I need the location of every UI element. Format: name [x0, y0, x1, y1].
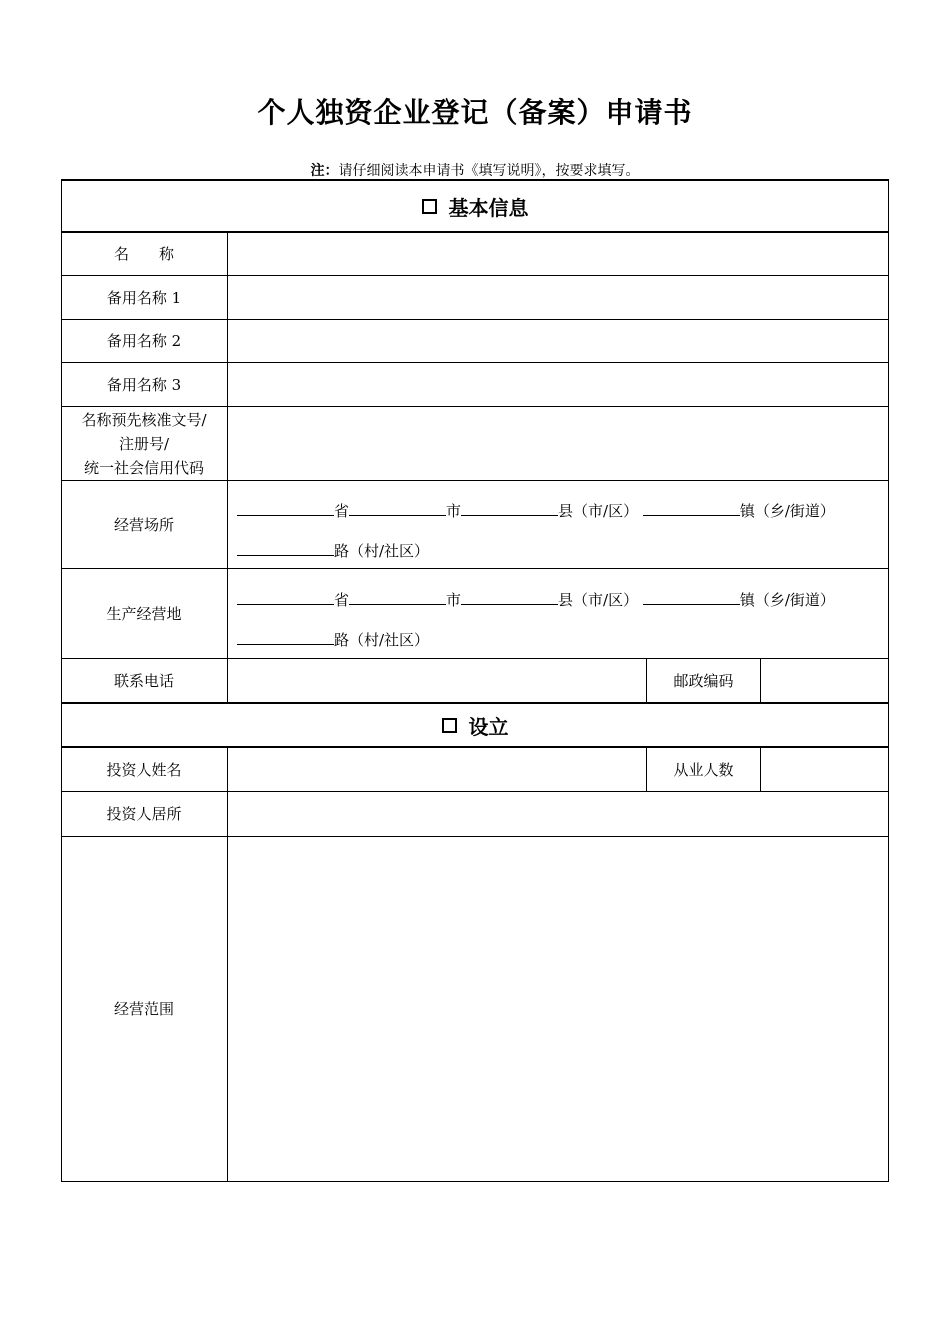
- province-label: 省: [334, 502, 350, 520]
- county-blank[interactable]: [461, 501, 558, 516]
- business-place-address-line-2[interactable]: [237, 541, 429, 561]
- county-blank[interactable]: [461, 590, 558, 605]
- road-label: 路（村/社区）: [334, 542, 430, 560]
- investor-name-field[interactable]: [228, 748, 646, 791]
- alt-name-1-field[interactable]: [228, 276, 888, 319]
- production-place-address-line-1[interactable]: [237, 590, 835, 610]
- county-label: 县（市/区）: [558, 502, 639, 520]
- document-title: 个人独资企业登记（备案）申请书: [257, 96, 693, 129]
- city-blank[interactable]: [349, 590, 446, 605]
- alt-name-3-field[interactable]: [228, 363, 888, 406]
- label-alt-name-1: 备用名称 1: [106, 288, 182, 307]
- town-blank[interactable]: [643, 501, 740, 516]
- label-investor-residence: 投资人居所: [106, 805, 182, 823]
- label-approval-number: 名称预先核准文号/ 注册号/ 统一社会信用代码: [81, 410, 207, 477]
- province-blank[interactable]: [237, 501, 334, 516]
- label-business-place: 经营场所: [113, 515, 174, 534]
- name-field[interactable]: [228, 233, 888, 275]
- city-label: 市: [446, 502, 462, 520]
- road-label: 路（村/社区）: [334, 631, 430, 649]
- checkbox-icon[interactable]: [442, 718, 457, 733]
- label-alt-name-3: 备用名称 3: [106, 375, 182, 394]
- label-production-place: 生产经营地: [106, 604, 182, 623]
- employees-field[interactable]: [761, 748, 888, 791]
- town-label: 镇（乡/街道）: [739, 591, 835, 609]
- town-label: 镇（乡/街道）: [739, 502, 835, 520]
- province-blank[interactable]: [237, 590, 334, 605]
- label-employees: 从业人数: [673, 760, 734, 779]
- town-blank[interactable]: [643, 590, 740, 605]
- road-blank[interactable]: [237, 630, 334, 645]
- fill-instruction-note: [0, 160, 950, 180]
- city-blank[interactable]: [349, 501, 446, 516]
- province-label: 省: [334, 591, 350, 609]
- label-business-scope: 经营范围: [113, 1000, 174, 1018]
- label-investor-name: 投资人姓名: [106, 760, 182, 779]
- county-label: 县（市/区）: [558, 591, 639, 609]
- alt-name-2-field[interactable]: [228, 320, 888, 362]
- road-blank[interactable]: [237, 541, 334, 556]
- label-alt-name-2: 备用名称 2: [106, 332, 182, 350]
- production-place-address-line-2[interactable]: [237, 630, 429, 650]
- note-label: 注：: [310, 163, 339, 179]
- postal-code-field[interactable]: [761, 659, 888, 702]
- table-border-right: [888, 179, 889, 1182]
- section-establish-header: [61, 704, 889, 746]
- label-postal-code: 邮政编码: [673, 671, 734, 690]
- table-border-bottom: [61, 1181, 889, 1182]
- section-basic-info-title: 基本信息: [448, 195, 529, 220]
- phone-field[interactable]: [228, 659, 646, 702]
- application-form-table: [61, 179, 889, 1182]
- investor-residence-field[interactable]: [228, 792, 888, 836]
- business-place-address-line-1[interactable]: [237, 501, 835, 521]
- business-scope-field[interactable]: [228, 837, 888, 1181]
- section-basic-info-header: [61, 181, 889, 231]
- label-name: 名 称: [113, 245, 174, 263]
- checkbox-icon[interactable]: [422, 199, 437, 214]
- label-phone: 联系电话: [113, 671, 174, 690]
- section-establish-title: 设立: [468, 714, 509, 739]
- approval-number-field[interactable]: [228, 407, 888, 480]
- city-label: 市: [446, 591, 462, 609]
- note-text: 请仔细阅读本申请书《填写说明》，按要求填写。: [338, 163, 640, 179]
